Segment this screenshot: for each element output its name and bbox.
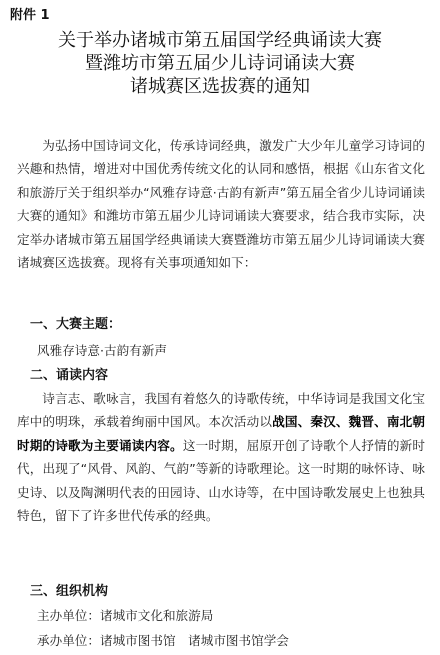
attachment-label: 附件 1 xyxy=(10,8,50,23)
section-1-heading: 一、大赛主题： xyxy=(30,317,122,332)
section-1-theme: 风雅存诗意·古韵有新声 xyxy=(37,343,167,358)
section-3-heading: 三、组织机构 xyxy=(30,584,109,599)
title-line-3: 诸城赛区选拔赛的通知 xyxy=(130,76,310,97)
section-2-bold-text: 战国、秦汉、魏晋、南北朝时期的诗歌为主要诵读内容。 xyxy=(17,414,426,453)
organizer-unit: 承办单位：诸城市图书馆 诸城市图书馆学会 xyxy=(37,633,289,648)
section-2-text-b: 这一时期，屈原开创了诗歌个人抒情的新时代，出现了“风骨、风韵、气韵”等新的诗歌理论。这一时期的咏怀诗、咏史诗、以及陶渊明代表的田园诗、山水诗等，在中国诗歌发展史上也独具特色，留下了许多世代传承的经典。 xyxy=(17,437,426,524)
section-2-text-a: 诗言志、歌咏言，我国有着悠久的诗歌传统，中华诗词是我国文化宝库中的明珠，承载着绚丽中国风。本次活动以 xyxy=(17,391,425,430)
section-2-paragraph xyxy=(17,387,425,527)
section-2-heading: 二、诵读内容 xyxy=(30,368,109,383)
intro-paragraph: 为弘扬中国诗词文化，传承诗词经典，激发广大少年儿童学习诗词的兴趣和热情，增进对中国优秀传统文化的认同和感悟，根据《山东省文化和旅游厅关于组织举办“风雅存诗意·古韵有新声”第五届全省少儿诗词诵读大赛的通知》和潍坊市第五届少儿诗词诵读大赛要求，结合我市实际，决定举办诸城市第五届国学经典诵读大赛暨潍坊市第五届少儿诗词诵读大赛诸城赛区选拔赛。现将有关事项通知如下： xyxy=(17,138,425,271)
title-line-1: 关于举办诸城市第五届国学经典诵读大赛 xyxy=(58,30,382,51)
host-unit: 主办单位：诸城市文化和旅游局 xyxy=(37,608,214,623)
title-line-2: 暨潍坊市第五届少儿诗词诵读大赛 xyxy=(85,53,355,74)
